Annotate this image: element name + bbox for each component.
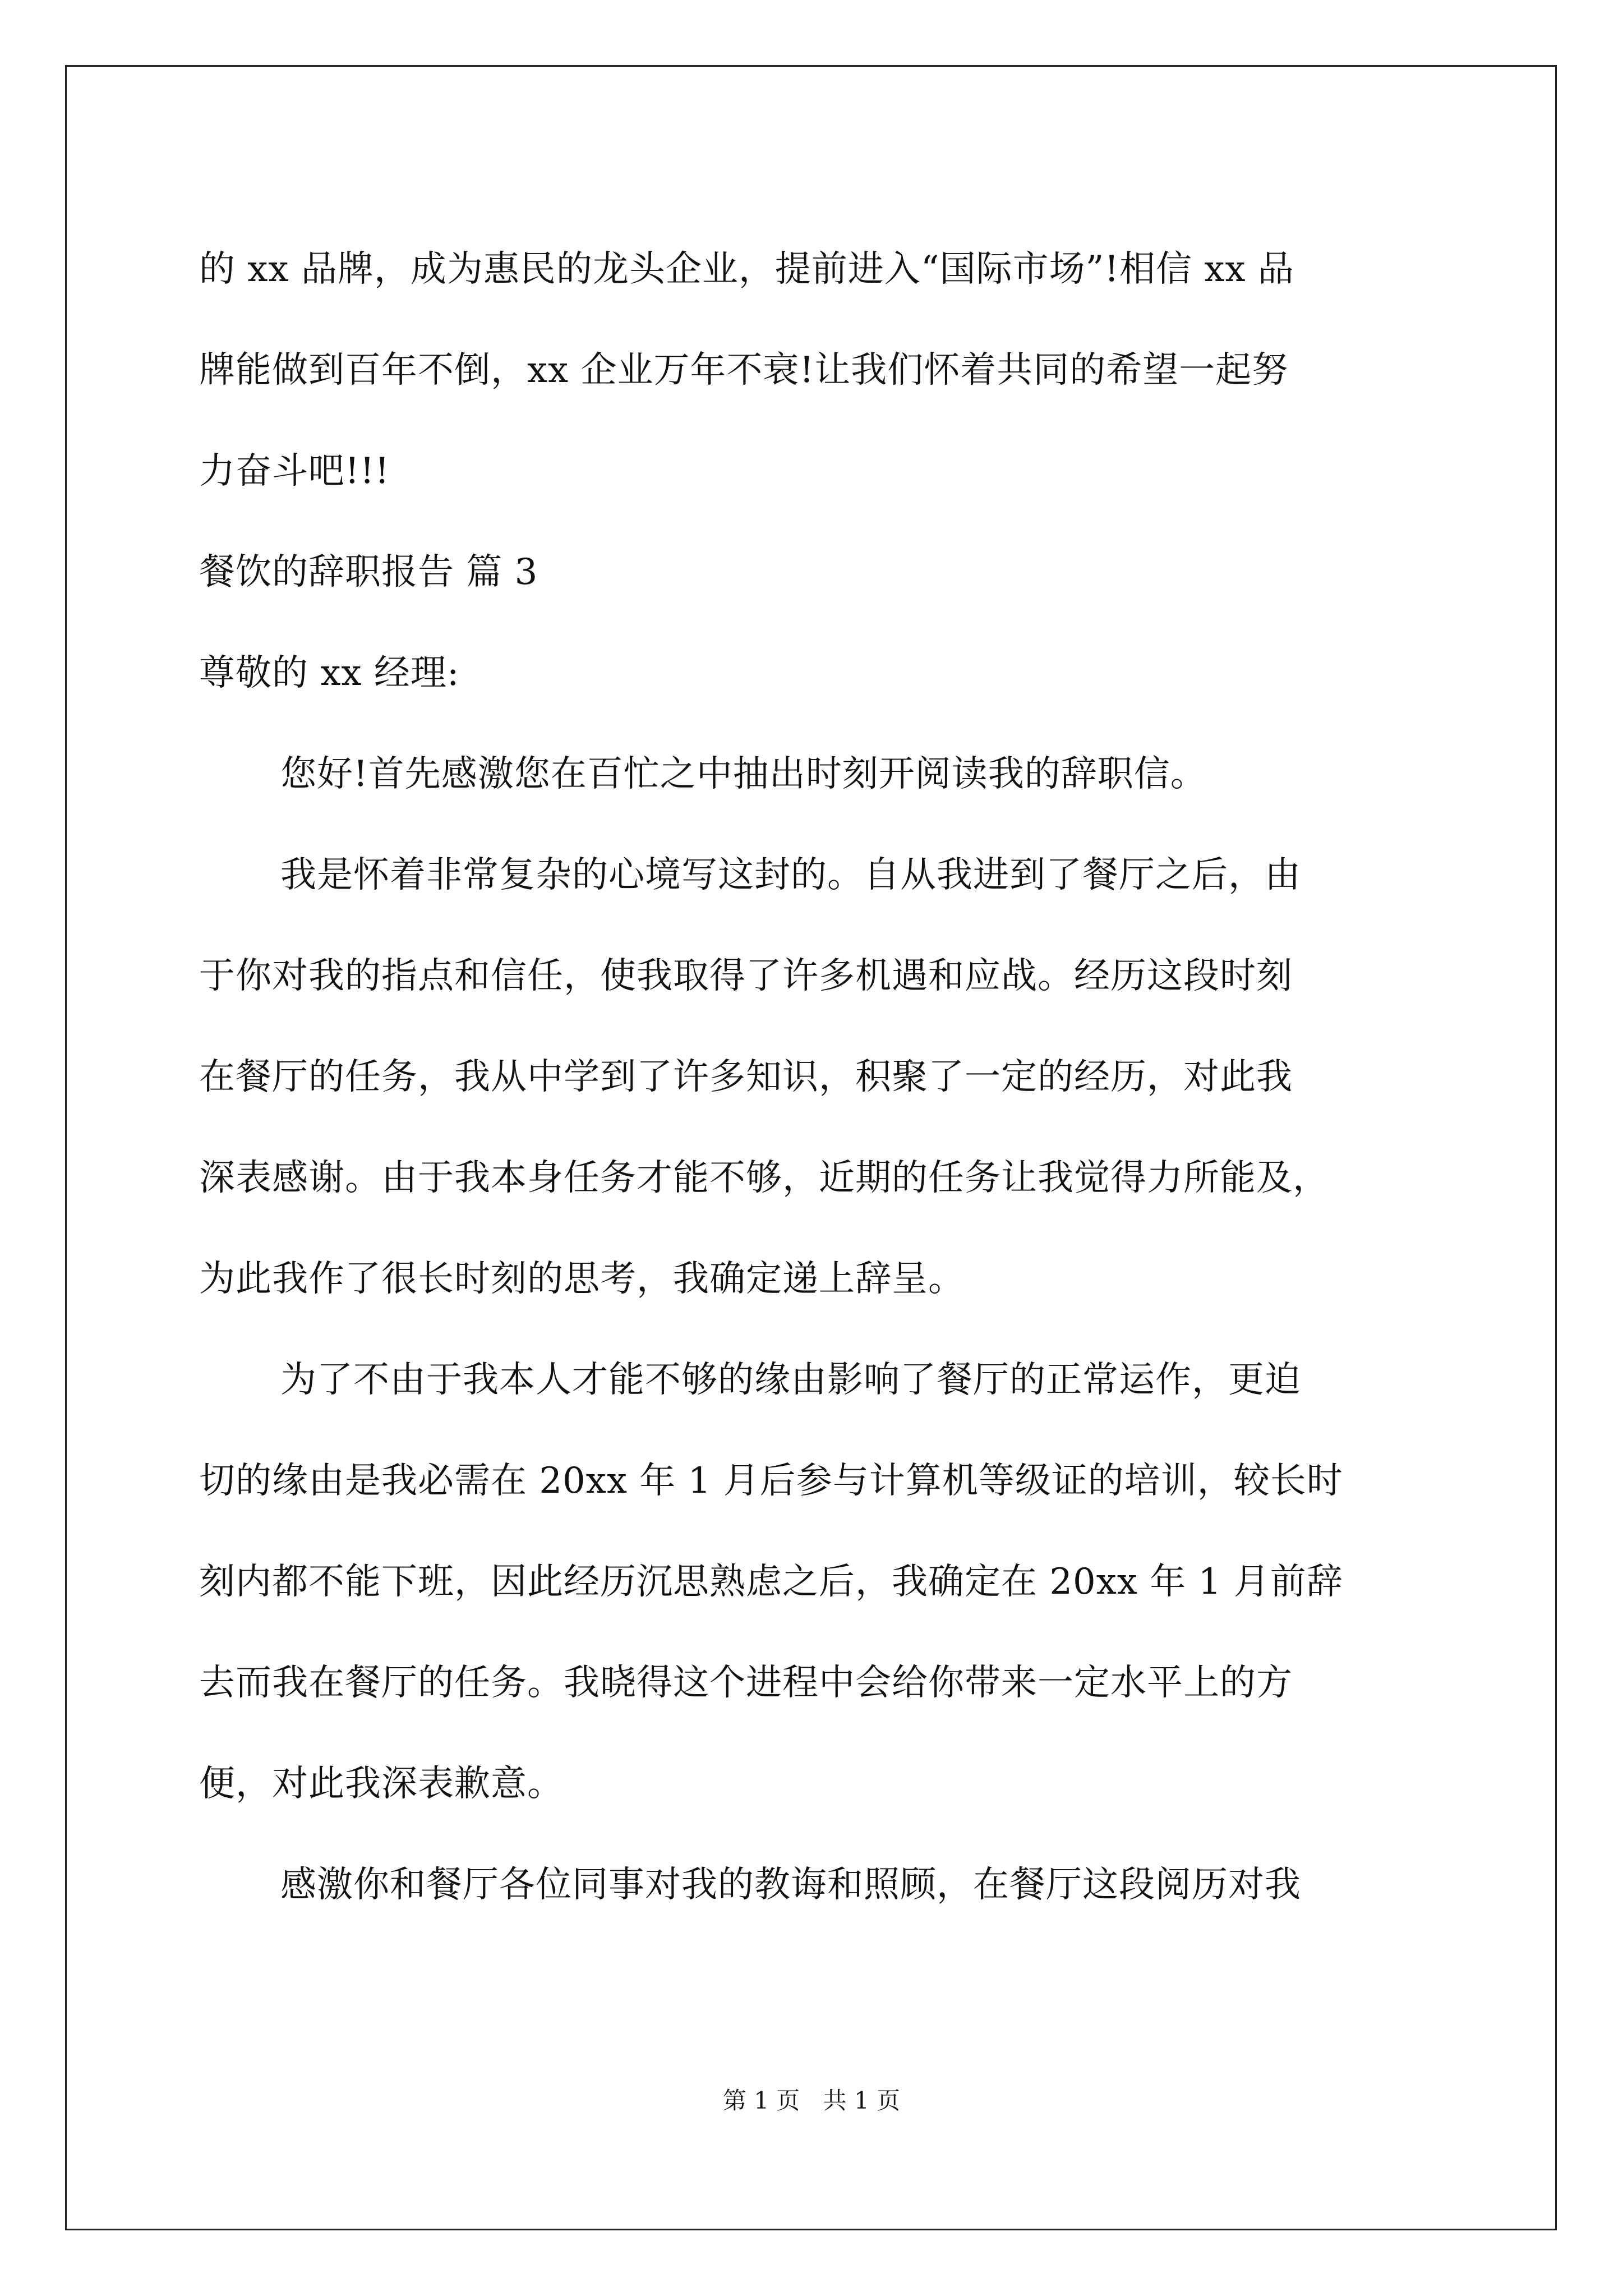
text-line: 为此我作了很长时刻的思考，我确定递上辞呈。: [199, 1258, 965, 1300]
paragraph-start: 感激你和餐厅各位同事对我的教诲和照顾，在餐厅这段阅历对我: [280, 1864, 1301, 1906]
text-line: 深表感谢。由于我本身任务才能不够，近期的任务让我觉得力所能及，: [199, 1157, 1329, 1199]
page-footer: [0, 2084, 1623, 2118]
text-line: 在餐厅的任务，我从中学到了许多知识，积聚了一定的经历，对此我: [199, 1056, 1293, 1098]
text-line: 刻内都不能下班，因此经历沉思熟虑之后，我确定在 20xx 年 1 月前辞: [199, 1561, 1343, 1603]
text-line: 去而我在餐厅的任务。我晓得这个进程中会给你带来一定水平上的方: [199, 1662, 1293, 1704]
salutation: 尊敬的 xx 经理:: [199, 652, 460, 694]
text-line: 牌能做到百年不倒，xx 企业万年不衰!让我们怀着共同的希望一起努: [199, 349, 1289, 391]
paragraph-start: 我是怀着非常复杂的心境写这封的。自从我进到了餐厅之后，由: [280, 854, 1301, 896]
paragraph-start: 为了不由于我本人才能不够的缘由影响了餐厅的正常运作，更迫: [280, 1359, 1301, 1401]
text-line: 于你对我的指点和信任，使我取得了许多机遇和应战。经历这段时刻: [199, 955, 1293, 997]
text-line: 便，对此我深表歉意。: [199, 1763, 564, 1805]
page-total: 共 1 页: [823, 2087, 901, 2114]
text-line: 力奋斗吧!!!: [199, 450, 390, 492]
text-line: 的 xx 品牌，成为惠民的龙头企业，提前进入“国际市场”!相信 xx 品: [199, 249, 1294, 290]
document-body: [199, 219, 1444, 1935]
text-line: 切的缘由是我必需在 20xx 年 1 月后参与计算机等级证的培训，较长时: [199, 1460, 1343, 1502]
paragraph-start: 您好!首先感激您在百忙之中抽出时刻开阅读我的辞职信。: [280, 753, 1207, 795]
section-heading: 餐饮的辞职报告 篇 3: [199, 551, 538, 593]
page-number: 第 1 页: [722, 2087, 800, 2114]
